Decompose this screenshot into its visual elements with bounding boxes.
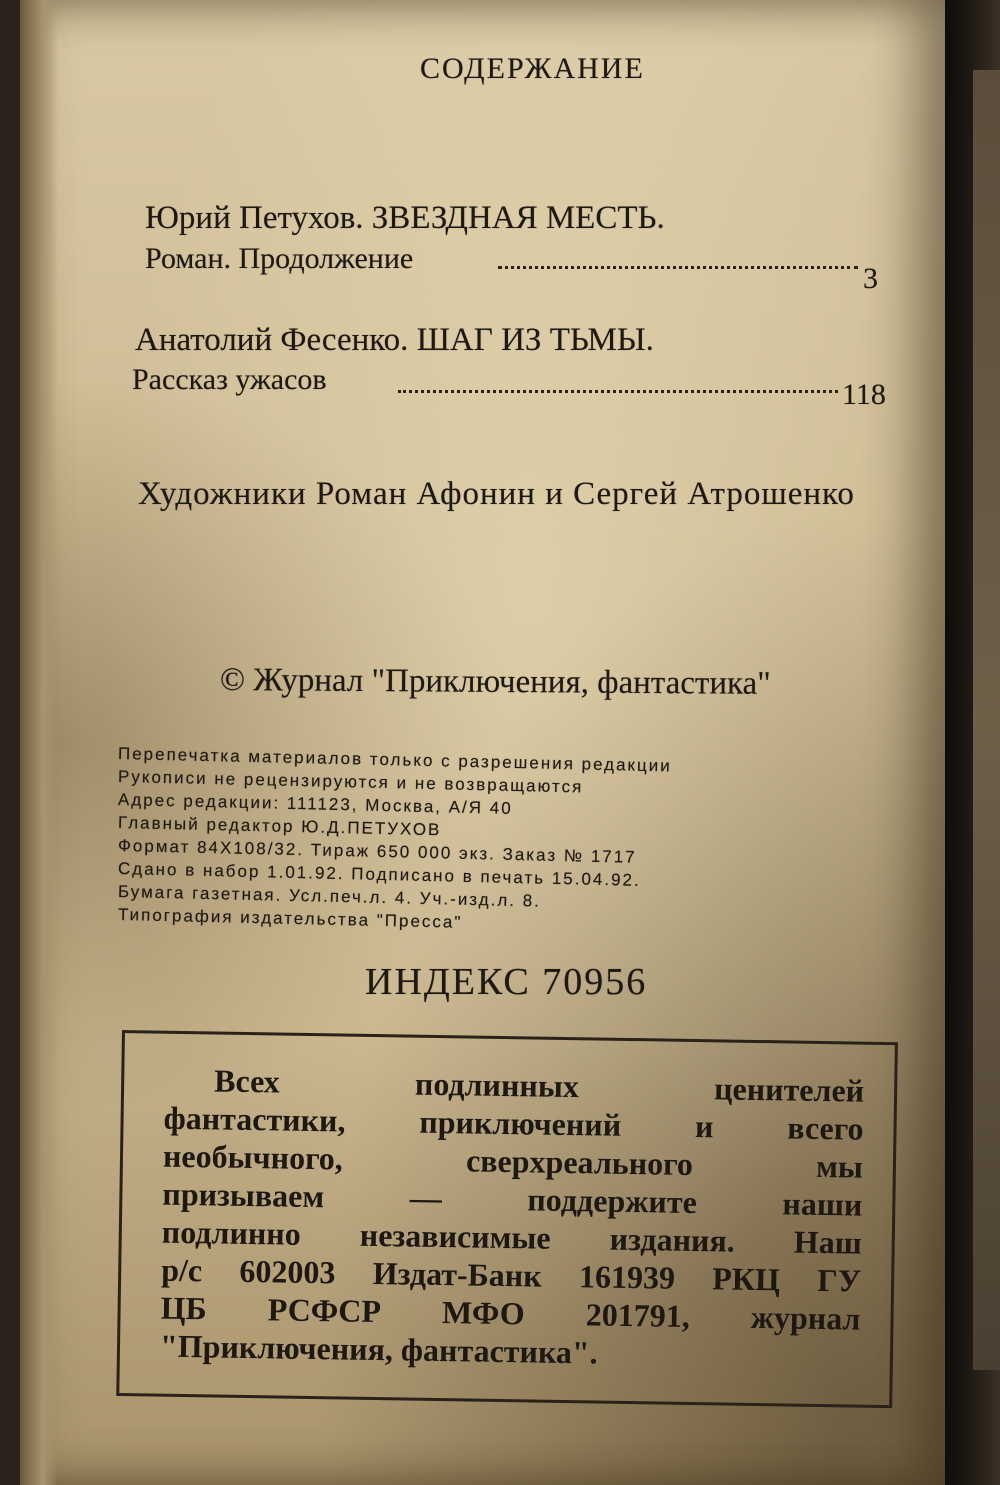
imprint-line-3: Адрес редакции: 111123, Москва, А/Я 40 <box>117 790 513 818</box>
notice-box <box>116 1030 898 1408</box>
notice-word: Издат-Банк <box>372 1254 542 1294</box>
cover-edge <box>973 70 1000 1370</box>
imprint-line-7: Бумага газетная. Усл.печ.л. 4. Уч.-изд.л. 8. <box>117 882 542 911</box>
imprint-line-8: Типография издательства "Пресса" <box>117 905 463 932</box>
notice-word: приключений <box>419 1103 622 1143</box>
notice-word: всего <box>787 1109 864 1147</box>
toc-entry-1-author-title: Юрий Петухов. ЗВЕЗДНАЯ МЕСТЬ. <box>145 200 665 236</box>
notice-word: ценителей <box>713 1070 865 1109</box>
notice-word: Всех <box>213 1062 280 1100</box>
notice-word: МФО <box>441 1294 525 1332</box>
notice-word: независимые <box>359 1216 551 1256</box>
notice-word: фантастики, <box>163 1099 346 1139</box>
notice-word: издания. <box>609 1220 736 1259</box>
notice-word: подлинно <box>161 1213 302 1252</box>
notice-word: р/с <box>160 1251 203 1289</box>
notice-word: "Приключения, фантастика". <box>159 1327 598 1371</box>
toc-entry-2-page: 118 <box>842 378 886 411</box>
imprint-line-5: Формат 84Х108/32. Тираж 650 000 экз. Заказ № 1717 <box>117 836 637 867</box>
notice-word: — <box>409 1179 443 1217</box>
notice-word: и <box>694 1108 714 1145</box>
index-number: ИНДЕКС 70956 <box>365 961 648 1003</box>
notice-word: мы <box>815 1147 864 1185</box>
notice-word: РСФСР <box>267 1291 382 1330</box>
notice-word: 602003 <box>239 1252 336 1291</box>
notice-word: ЦБ <box>160 1289 207 1327</box>
adjacent-book-cover <box>945 0 1000 1485</box>
book-page <box>20 0 945 1485</box>
copyright-line: © Журнал "Приключения, фантастика" <box>219 662 771 702</box>
toc-entry-2-author-title: Анатолий Фесенко. ШАГ ИЗ ТЬМЫ. <box>135 322 654 358</box>
notice-word: 161939 <box>578 1258 676 1296</box>
imprint-line-1: Перепечатка материалов только с разрешения редакции <box>117 744 672 776</box>
notice-word: РКЦ <box>712 1260 781 1298</box>
notice-word: подлинных <box>414 1065 580 1105</box>
toc-entry-2-subtitle: Рассказ ужасов <box>132 363 327 396</box>
imprint-line-4: Главный редактор Ю.Д.ПЕТУХОВ <box>117 813 442 840</box>
imprint-line-2: Рукописи не рецензируются и не возвращаются <box>117 767 584 797</box>
notice-word: Наш <box>793 1223 863 1261</box>
notice-word: наши <box>782 1185 863 1223</box>
toc-entry-1-page: 3 <box>863 262 878 295</box>
toc-entry-2-leader <box>398 390 838 393</box>
notice-word: призываем <box>162 1175 325 1215</box>
notice-word: журнал <box>750 1298 861 1337</box>
toc-entry-1-leader <box>498 266 858 269</box>
imprint-line-6: Сдано в набор 1.01.92. Подписано в печать 15.04.92. <box>117 859 641 890</box>
notice-word: 201791, <box>585 1296 691 1334</box>
notice-word: ГУ <box>816 1261 862 1299</box>
contents-heading: СОДЕРЖАНИЕ <box>420 52 645 85</box>
page-left-edge <box>20 0 58 1485</box>
notice-word: необычного, <box>162 1137 344 1177</box>
toc-entry-1-subtitle: Роман. Продолжение <box>145 242 414 275</box>
notice-word: сверхреального <box>465 1142 694 1182</box>
notice-word: поддержите <box>527 1181 698 1221</box>
artists-credit: Художники Роман Афонин и Сергей Атрошенко <box>138 476 855 512</box>
